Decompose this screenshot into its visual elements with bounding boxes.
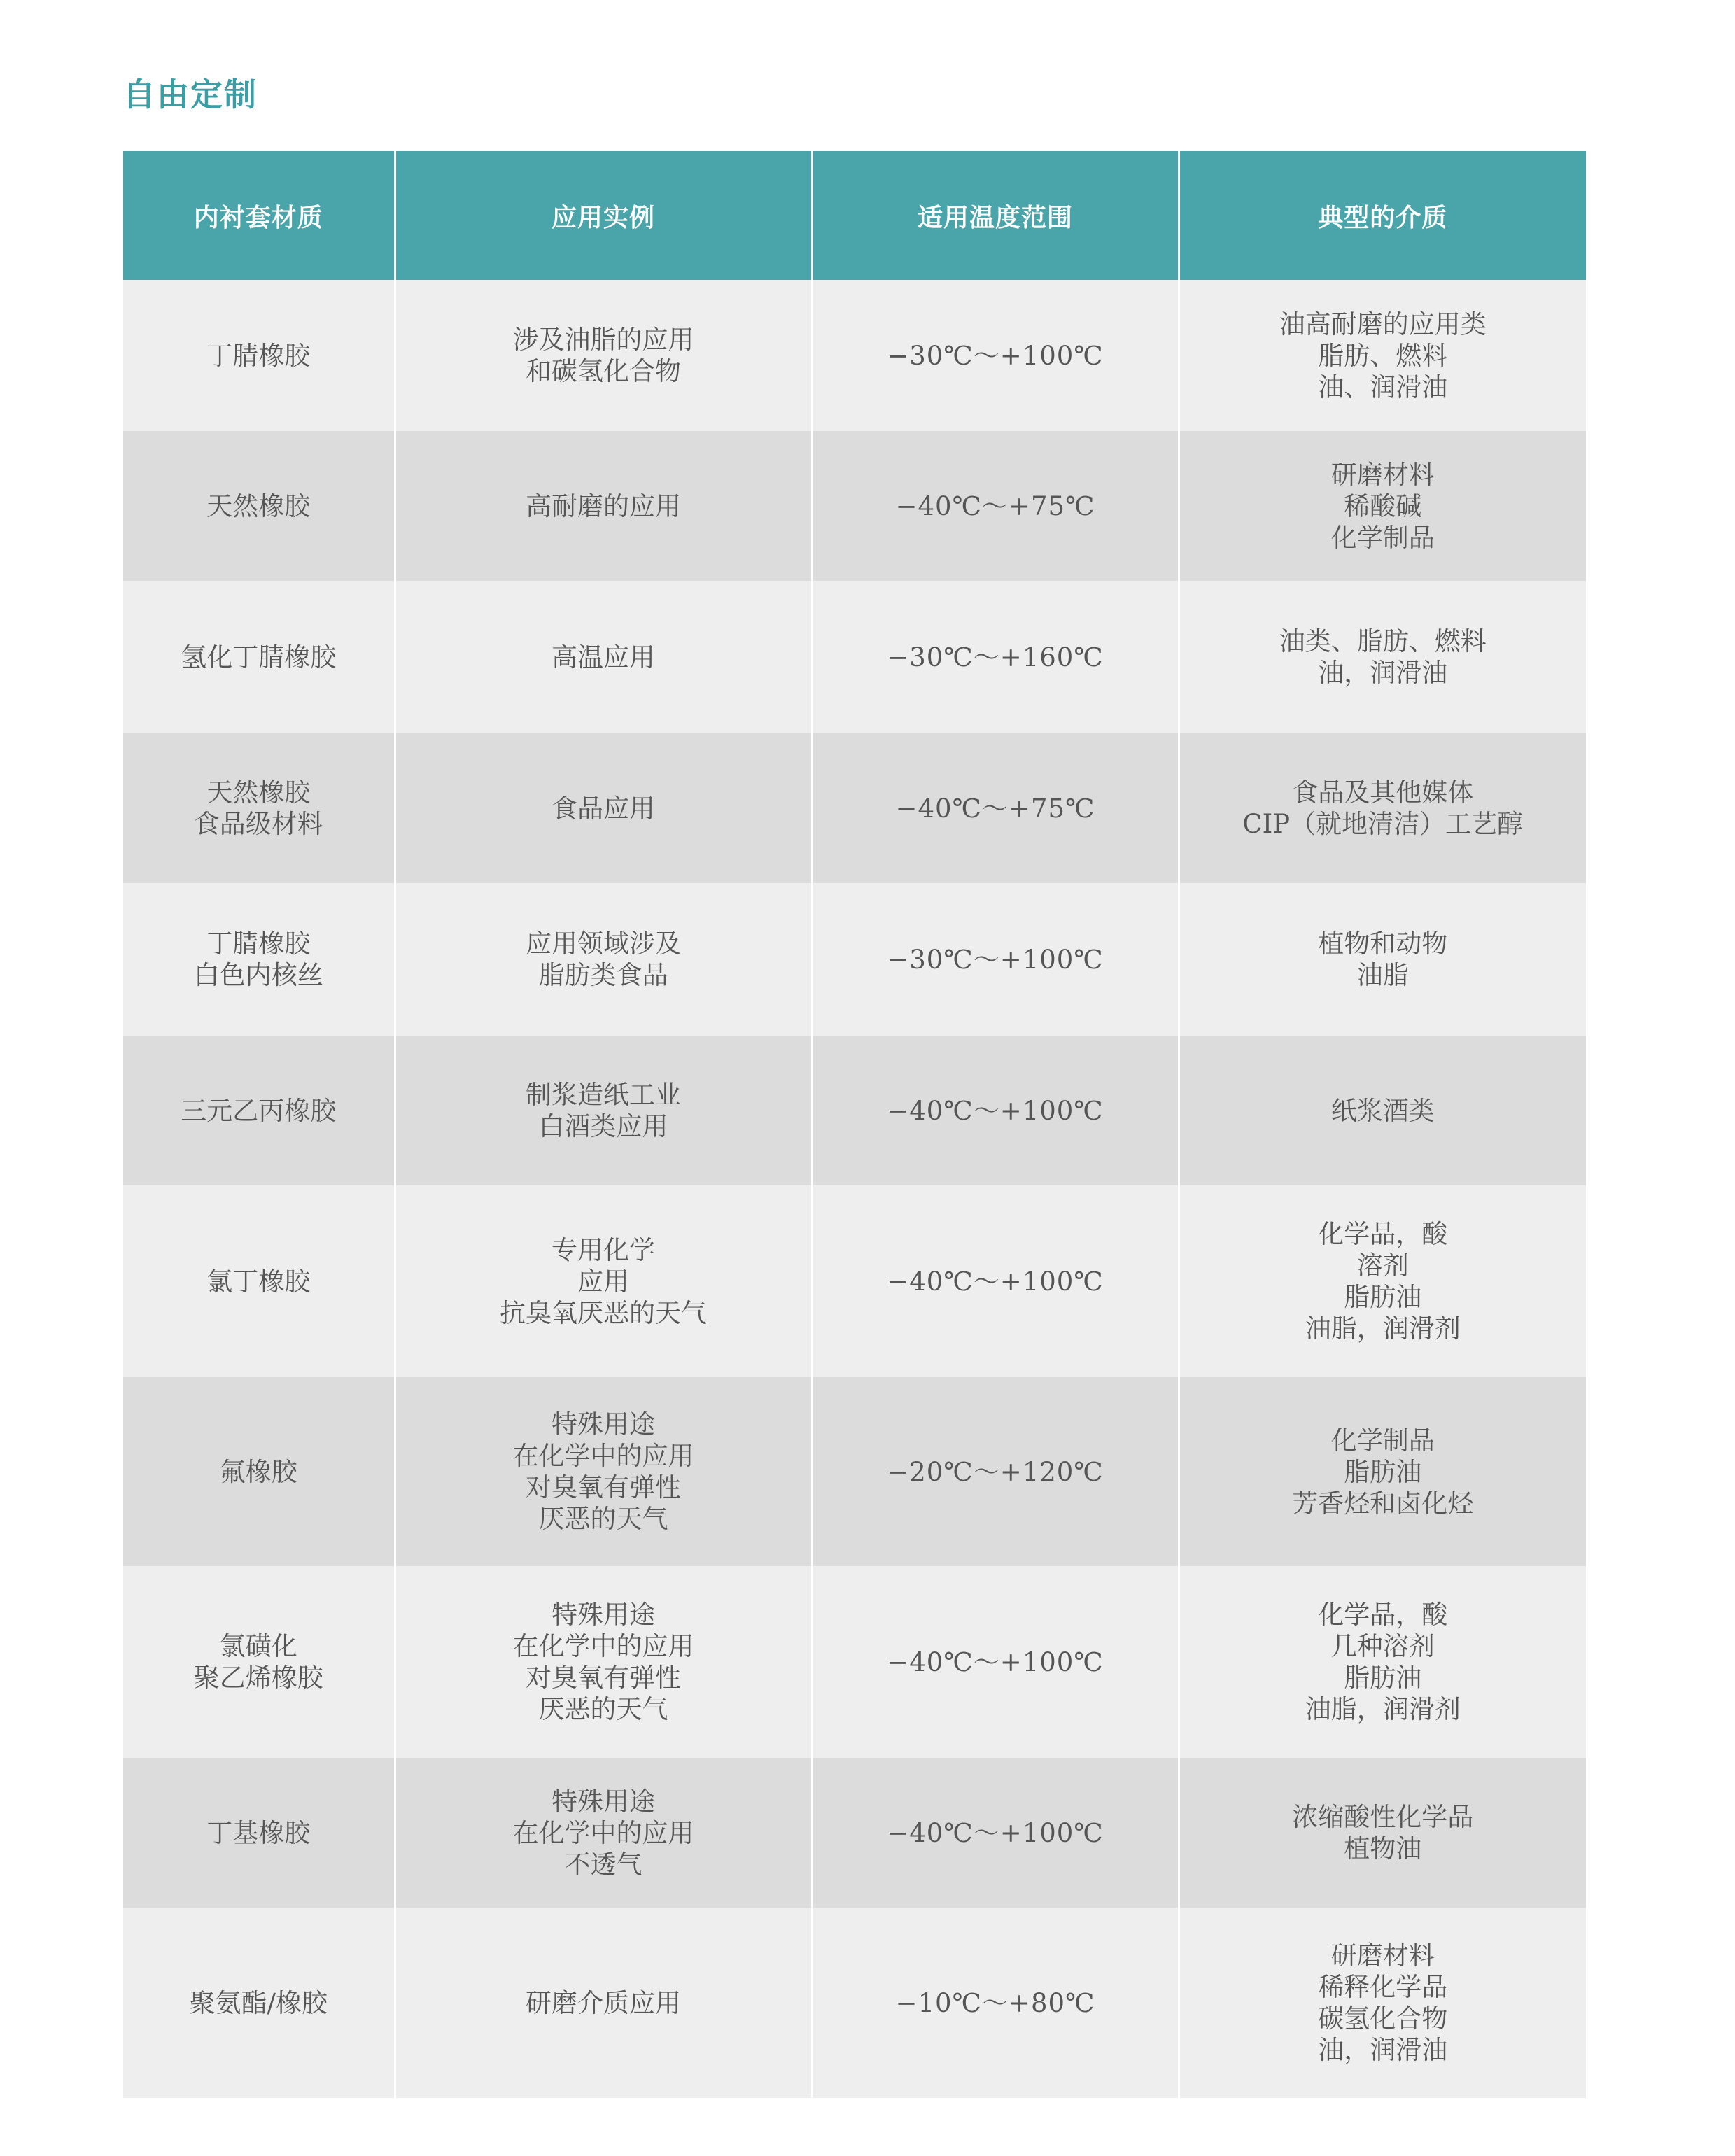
application-line: 高耐磨的应用 (526, 491, 681, 521)
material-line: 丁基橡胶 (206, 1817, 311, 1848)
material-cell (123, 883, 395, 1036)
application-cell (395, 1758, 812, 1908)
application-line: 专用化学 (552, 1234, 655, 1265)
application-line: 应用领域涉及 (526, 929, 681, 959)
media-line: 研磨材料 (1330, 1940, 1435, 1971)
application-line: 涉及油脂的应用 (512, 325, 694, 355)
application-cell (395, 1377, 812, 1566)
temperature-cell: −20℃～+120℃ (812, 1377, 1179, 1566)
application-line: 对臭氧有弹性 (526, 1663, 681, 1693)
material-line: 丁腈橡胶 (206, 929, 311, 959)
media-cell (1179, 1908, 1586, 2098)
table-body (123, 280, 1586, 2098)
media-cell (1179, 581, 1586, 733)
application-line: 高温应用 (552, 642, 655, 672)
media-line: 脂肪、燃料 (1318, 340, 1448, 371)
application-line: 和碳氢化合物 (526, 356, 681, 386)
media-line: 油、润滑油 (1318, 372, 1448, 402)
application-line: 在化学中的应用 (512, 1441, 694, 1471)
application-cell (395, 431, 812, 581)
table-row (123, 1758, 1586, 1908)
table-row (123, 1908, 1586, 2098)
media-line: CIP（就地清洁）工艺醇 (1242, 809, 1524, 839)
material-line: 聚乙烯橡胶 (193, 1663, 323, 1693)
material-line: 天然橡胶 (206, 491, 311, 521)
application-line: 研磨介质应用 (526, 1987, 681, 2018)
application-line: 厌恶的天气 (538, 1504, 668, 1534)
table-row (123, 431, 1586, 581)
media-cell (1179, 280, 1586, 431)
media-line: 纸浆酒类 (1330, 1095, 1435, 1126)
temperature-cell: −30℃～+100℃ (812, 883, 1179, 1036)
header-media: 典型的介质 (1179, 151, 1586, 280)
table-row (123, 883, 1586, 1036)
material-line: 氢化丁腈橡胶 (181, 642, 337, 672)
media-line: 稀酸碱 (1344, 491, 1422, 521)
material-cell (123, 1758, 395, 1908)
media-cell (1179, 733, 1586, 883)
application-line: 食品应用 (552, 793, 655, 824)
lining-material-table (123, 151, 1586, 2098)
media-cell (1179, 1758, 1586, 1908)
application-line: 厌恶的天气 (538, 1694, 668, 1724)
media-line: 浓缩酸性化学品 (1292, 1802, 1474, 1832)
media-line: 化学品，酸 (1318, 1219, 1448, 1249)
application-line: 特殊用途 (552, 1600, 655, 1630)
media-line: 油，润滑油 (1318, 658, 1448, 688)
temperature-cell: −40℃～+75℃ (812, 431, 1179, 581)
table-header-row (123, 151, 1586, 280)
temperature-cell: −30℃～+100℃ (812, 280, 1179, 431)
media-cell (1179, 883, 1586, 1036)
application-cell (395, 1036, 812, 1185)
material-cell (123, 1185, 395, 1377)
material-line: 天然橡胶 (206, 777, 311, 808)
material-cell (123, 1566, 395, 1758)
media-cell (1179, 1185, 1586, 1377)
media-cell (1179, 1036, 1586, 1185)
application-line: 脂肪类食品 (538, 960, 668, 990)
material-line: 食品级材料 (193, 809, 323, 839)
media-line: 化学制品 (1330, 522, 1435, 553)
media-line: 化学品，酸 (1318, 1600, 1448, 1630)
application-line: 特殊用途 (552, 1786, 655, 1817)
material-cell (123, 280, 395, 431)
media-line: 研磨材料 (1330, 459, 1435, 490)
material-cell (123, 581, 395, 733)
table-row (123, 1377, 1586, 1566)
media-line: 植物和动物 (1318, 929, 1448, 959)
temperature-cell: −40℃～+100℃ (812, 1185, 1179, 1377)
media-cell (1179, 1566, 1586, 1758)
application-line: 在化学中的应用 (512, 1817, 694, 1848)
table-row (123, 1566, 1586, 1758)
media-line: 稀释化学品 (1318, 1972, 1448, 2002)
application-line: 应用 (577, 1266, 629, 1297)
media-line: 油，润滑油 (1318, 2035, 1448, 2065)
media-cell (1179, 431, 1586, 581)
material-cell (123, 431, 395, 581)
material-line: 三元乙丙橡胶 (181, 1095, 337, 1126)
material-line: 白色内核丝 (193, 960, 323, 990)
temperature-cell: −40℃～+75℃ (812, 733, 1179, 883)
table-row (123, 1036, 1586, 1185)
table-row (123, 1185, 1586, 1377)
table-row (123, 733, 1586, 883)
media-line: 脂肪油 (1344, 1663, 1422, 1693)
media-line: 溶剂 (1356, 1250, 1409, 1281)
temperature-cell: −30℃～+160℃ (812, 581, 1179, 733)
application-cell (395, 280, 812, 431)
header-material: 内衬套材质 (123, 151, 395, 280)
application-cell (395, 1185, 812, 1377)
media-line: 油脂 (1356, 960, 1409, 990)
header-application: 应用实例 (395, 151, 812, 280)
media-line: 脂肪油 (1344, 1456, 1422, 1487)
application-line: 抗臭氧厌恶的天气 (500, 1297, 707, 1328)
media-line: 油脂，润滑剂 (1305, 1694, 1461, 1724)
application-line: 特殊用途 (552, 1409, 655, 1439)
temperature-cell: −40℃～+100℃ (812, 1758, 1179, 1908)
media-line: 植物油 (1344, 1833, 1422, 1863)
media-line: 脂肪油 (1344, 1282, 1422, 1312)
material-line: 聚氨酯/橡胶 (189, 1987, 328, 2018)
application-cell (395, 1908, 812, 2098)
table-row (123, 581, 1586, 733)
material-line: 氯丁橡胶 (206, 1266, 311, 1297)
material-cell (123, 1377, 395, 1566)
application-cell (395, 733, 812, 883)
material-cell (123, 733, 395, 883)
application-cell (395, 883, 812, 1036)
material-line: 氟橡胶 (219, 1456, 297, 1487)
material-line: 氯磺化 (219, 1631, 297, 1661)
media-line: 芳香烃和卤化烃 (1292, 1488, 1474, 1519)
temperature-cell: −40℃～+100℃ (812, 1036, 1179, 1185)
application-line: 制浆造纸工业 (526, 1080, 681, 1110)
application-line: 白酒类应用 (538, 1111, 668, 1141)
application-line: 对臭氧有弹性 (526, 1472, 681, 1502)
temperature-cell: −40℃～+100℃ (812, 1566, 1179, 1758)
media-line: 油高耐磨的应用类 (1279, 309, 1487, 339)
media-line: 油脂，润滑剂 (1305, 1313, 1461, 1344)
media-line: 食品及其他媒体 (1292, 777, 1474, 808)
temperature-cell: −10℃～+80℃ (812, 1908, 1179, 2098)
application-line: 不透气 (564, 1849, 642, 1880)
media-line: 油类、脂肪、燃料 (1279, 626, 1487, 656)
material-cell (123, 1908, 395, 2098)
media-cell (1179, 1377, 1586, 1566)
material-cell (123, 1036, 395, 1185)
media-line: 几种溶剂 (1330, 1631, 1435, 1661)
table-row (123, 280, 1586, 431)
application-cell (395, 1566, 812, 1758)
application-cell (395, 581, 812, 733)
media-line: 化学制品 (1330, 1425, 1435, 1456)
media-line: 碳氢化合物 (1318, 2003, 1448, 2034)
header-temperature: 适用温度范围 (812, 151, 1179, 280)
page-title: 自由定制 (123, 76, 258, 113)
material-line: 丁腈橡胶 (206, 340, 311, 371)
application-line: 在化学中的应用 (512, 1631, 694, 1661)
